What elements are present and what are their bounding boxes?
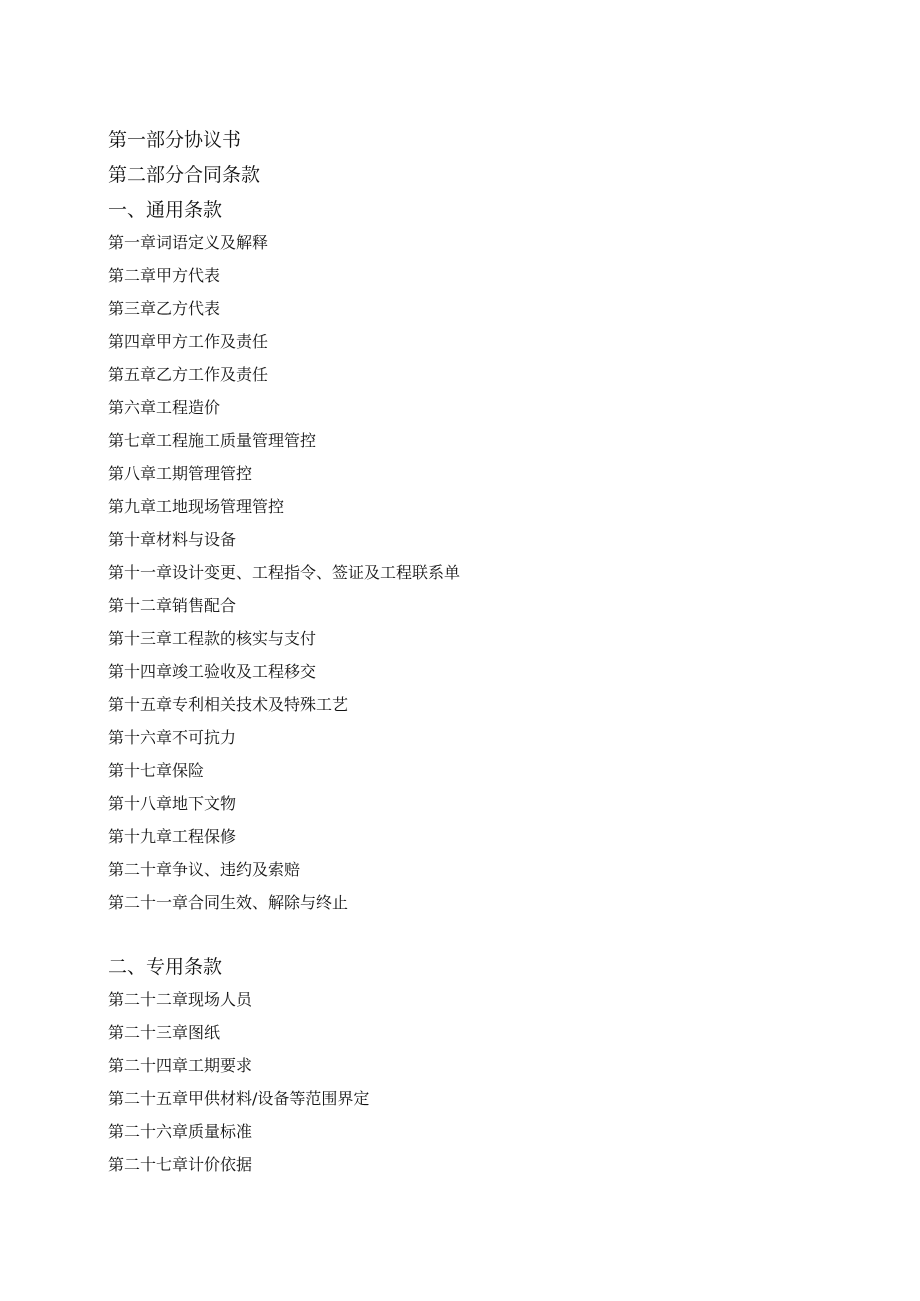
chapter-item: 第二十章争议、违约及索赔 <box>108 860 301 879</box>
chapter-item: 第十九章工程保修 <box>108 827 237 846</box>
chapter-item: 第十三章工程款的核实与支付 <box>108 629 317 648</box>
chapter-item: 第九章工地现场管理管控 <box>108 497 285 516</box>
chapter-item: 第二十五章甲供材料/设备等范围界定 <box>108 1089 370 1108</box>
chapter-item: 第二十四章工期要求 <box>108 1056 253 1075</box>
chapter-item: 第二十一章合同生效、解除与终止 <box>108 893 349 912</box>
chapter-item: 第十四章竣工验收及工程移交 <box>108 662 317 681</box>
chapter-item: 第十七章保险 <box>108 761 205 780</box>
special-section-heading: 二、专用条款 <box>108 956 223 978</box>
chapter-item: 第四章甲方工作及责任 <box>108 332 269 351</box>
chapter-item: 第十二章销售配合 <box>108 596 237 615</box>
part-one-heading: 第一部分协议书 <box>108 129 242 151</box>
general-section-heading: 一、通用条款 <box>108 199 223 221</box>
chapter-item: 第十八章地下文物 <box>108 794 237 813</box>
chapter-item: 第三章乙方代表 <box>108 299 221 318</box>
chapter-item: 第十五章专利相关技术及特殊工艺 <box>108 695 349 714</box>
chapter-item: 第二十三章图纸 <box>108 1023 221 1042</box>
chapter-item: 第十章材料与设备 <box>108 530 237 549</box>
chapter-item: 第二章甲方代表 <box>108 266 221 285</box>
chapter-item: 第七章工程施工质量管理管控 <box>108 431 317 450</box>
part-two-heading: 第二部分合同条款 <box>108 164 261 186</box>
chapter-item: 第八章工期管理管控 <box>108 464 253 483</box>
chapter-item: 第十六章不可抗力 <box>108 728 237 747</box>
chapter-item: 第一章词语定义及解释 <box>108 233 269 252</box>
chapter-item: 第二十二章现场人员 <box>108 990 253 1009</box>
chapter-item: 第二十七章计价依据 <box>108 1155 253 1174</box>
chapter-item: 第六章工程造价 <box>108 398 221 417</box>
chapter-item: 第五章乙方工作及责任 <box>108 365 269 384</box>
chapter-item: 第十一章设计变更、工程指令、签证及工程联系单 <box>108 563 461 582</box>
chapter-item: 第二十六章质量标准 <box>108 1122 253 1141</box>
